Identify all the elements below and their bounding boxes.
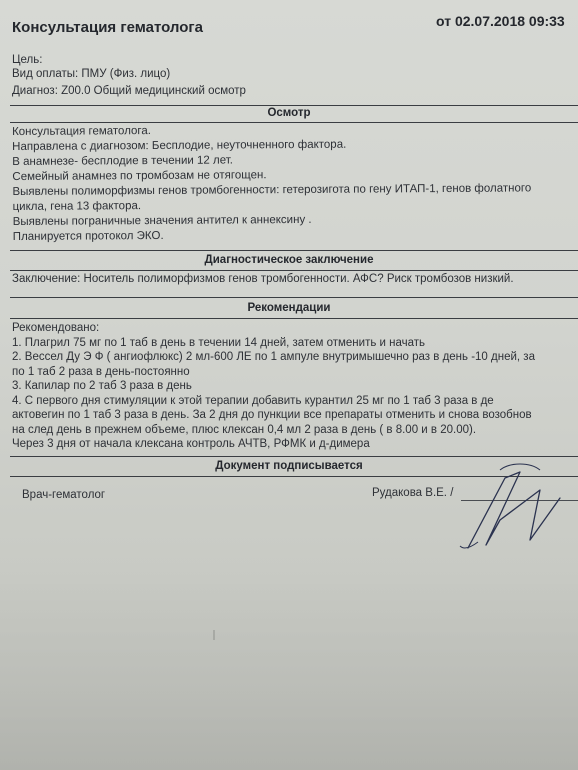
exam-text-block <box>12 121 573 245</box>
paper-shadow <box>0 560 578 770</box>
document-date: от 02.07.2018 09:33 <box>436 13 565 29</box>
recommendations-text-block <box>12 321 535 452</box>
recommendation-line: 1. Плагрил 75 мг по 1 таб в день в течении 14 дней, затем отменить и начать <box>12 336 426 349</box>
conclusion-bottom-rule <box>10 270 578 271</box>
recommendation-line: Через 3 дня от начала клексана контроль АЧТВ, РФМК и д-димера <box>12 438 370 450</box>
recommendation-line: 3. Капилар по 2 таб 3 раза в день <box>12 380 192 392</box>
goal-label: Цель: <box>12 54 43 66</box>
diagnosis-line: Диагноз: Z00.0 Общий медицинский осмотр <box>12 85 246 97</box>
recommendation-line: на след день в прежнем объеме, плюс клексан 0,4 мл 2 раза в день ( в 8.00 и в 20.00). <box>12 423 477 436</box>
exam-line: Планируется протокол ЭКО. <box>12 229 164 243</box>
signature-bottom-rule <box>10 476 578 477</box>
recommendations-top-rule <box>10 297 578 298</box>
exam-line: В анамнезе- бесплодие в течении 12 лет. <box>12 154 233 168</box>
document-title: Консультация гематолога <box>12 19 204 36</box>
exam-line: цикла, гена 13 фактора. <box>12 200 142 213</box>
conclusion-top-rule <box>10 250 578 251</box>
signature-section-title: Документ подписывается <box>215 460 363 472</box>
recommendation-line: Рекомендовано: <box>12 322 100 334</box>
conclusion-text: Заключение: Носитель полиморфизмов генов тромбогенности. АФС? Риск тромбозов низкий. <box>12 273 514 285</box>
recommendation-line: актовегин по 1 таб 3 раза в день. За 2 дня до пункции все препараты отменить и снова возобнов <box>12 409 532 421</box>
signature-underline <box>461 500 578 501</box>
signature-top-rule <box>10 456 578 457</box>
conclusion-section-title: Диагностическое заключение <box>204 254 374 266</box>
exam-line: Выявлены полиморфизмы генов тромбогенности: гетерозигота по гену ИТАП-1, генов фолатного <box>12 182 532 198</box>
recommendation-line: 4. С первого дня стимуляции к этой терапии добавить курантил 25 мг по 1 таб 3 раза в де <box>12 394 494 407</box>
recommendations-section-title: Рекомендации <box>247 302 331 314</box>
exam-section-title: Осмотр <box>267 107 311 119</box>
doctor-role: Врач-гематолог <box>22 489 106 501</box>
exam-line: Направлена с диагнозом: Бесплодие, неуточненного фактора. <box>12 138 347 153</box>
recommendation-line: по 1 таб 2 раза в день-постоянно <box>12 365 190 378</box>
recommendation-line: 2. Вессел Ду Э Ф ( ангиофлюкс) 2 мл-600 ЛЕ по 1 ампуле внутримышечно раз в день -10 дней, за <box>12 351 535 363</box>
doctor-name: Рудакова В.Е. / <box>372 487 454 499</box>
recommendations-bottom-rule <box>10 318 578 319</box>
exam-line: Выявлены пограничные значения антител к аннексину . <box>12 213 312 228</box>
exam-line: Консультация гематолога. <box>12 125 151 138</box>
exam-line: Семейный анамнез по тромбозам не отягощен. <box>12 169 267 183</box>
payment-type: Вид оплаты: ПМУ (Физ. лицо) <box>12 68 171 80</box>
exam-top-rule <box>10 105 578 106</box>
